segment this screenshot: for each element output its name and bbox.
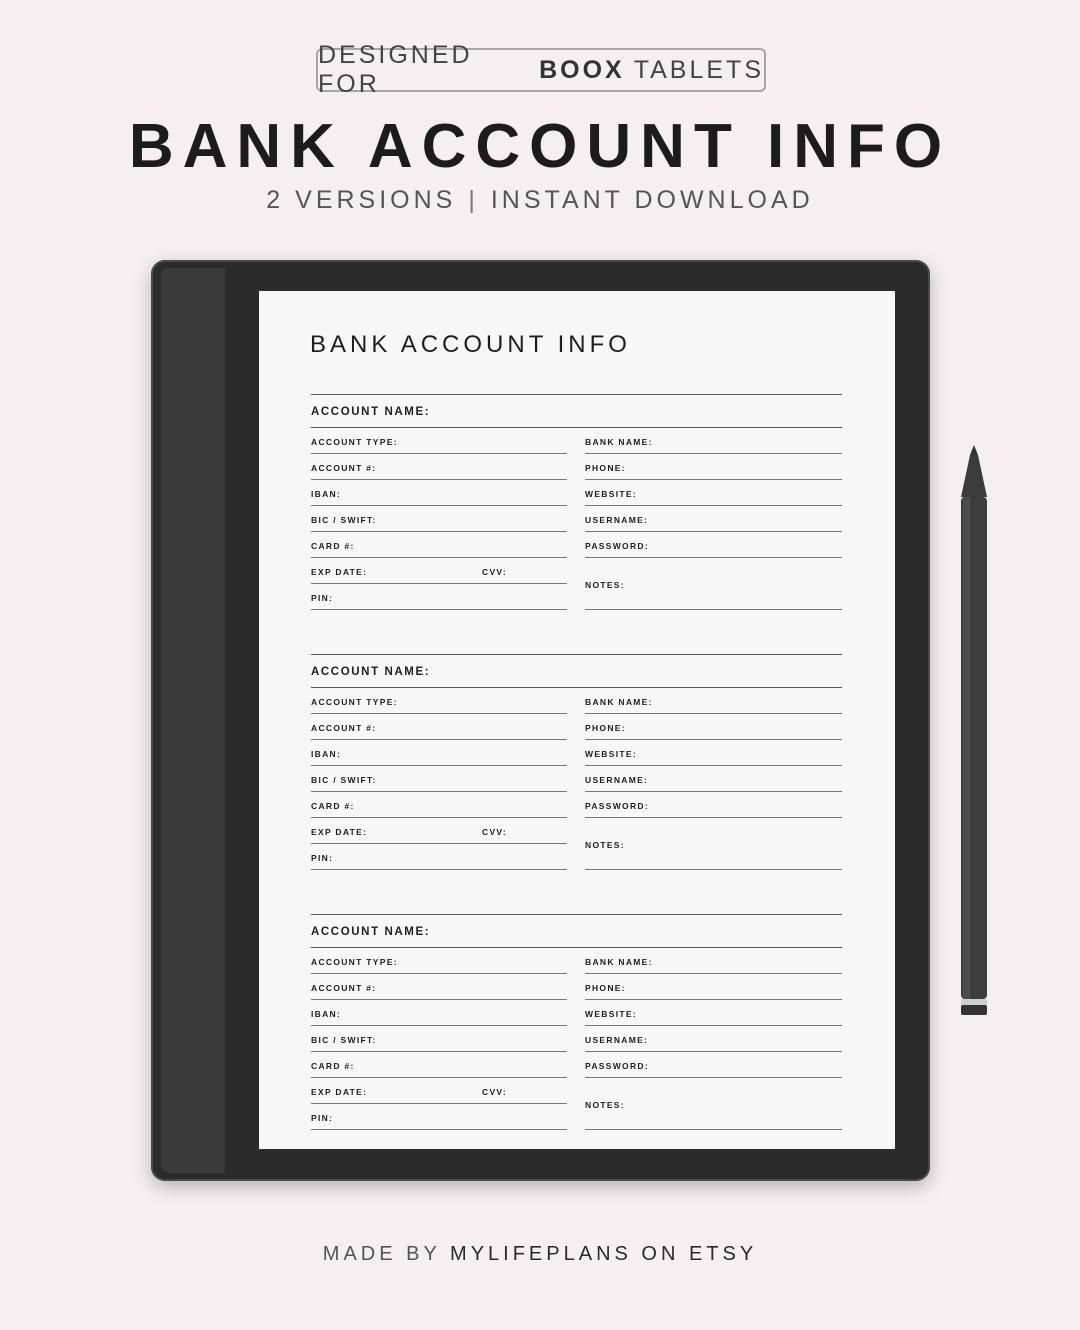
field-label: WEBSITE: (585, 1009, 637, 1019)
field-label: PASSWORD: (585, 1061, 649, 1071)
form-field-left[interactable] (311, 792, 567, 818)
field-label: ACCOUNT TYPE: (311, 697, 398, 707)
field-label: PHONE: (585, 723, 626, 733)
field-label: USERNAME: (585, 515, 649, 525)
notes-field[interactable] (585, 1078, 842, 1130)
form-field-right[interactable] (585, 454, 842, 480)
badge-suffix: TABLETS (633, 55, 764, 84)
field-label: CARD #: (311, 1061, 355, 1071)
badge-prefix: DESIGNED FOR (318, 41, 473, 98)
field-label: BIC / SWIFT: (311, 775, 377, 785)
form-field-left[interactable] (311, 506, 567, 532)
field-label: ACCOUNT #: (311, 983, 377, 993)
field-label: PIN: (311, 593, 334, 603)
form-field-right[interactable] (585, 974, 842, 1000)
form-field-left[interactable] (311, 1000, 567, 1026)
field-label: CARD #: (311, 541, 355, 551)
field-label: BANK NAME: (585, 437, 653, 447)
form-field-right[interactable] (585, 766, 842, 792)
form-field-left[interactable] (311, 532, 567, 558)
form-field-left[interactable] (311, 818, 567, 844)
notes-field[interactable] (585, 818, 842, 870)
form-field-left[interactable] (311, 584, 567, 610)
form-field-left[interactable] (311, 428, 567, 454)
field-label: CARD #: (311, 801, 355, 811)
field-label: PHONE: (585, 983, 626, 993)
subtitle (0, 186, 1080, 215)
field-label: ACCOUNT TYPE: (311, 957, 398, 967)
cvv-label: CVV: (482, 1087, 508, 1097)
field-label: PIN: (311, 853, 334, 863)
form-field-left[interactable] (311, 480, 567, 506)
form-field-left[interactable] (311, 1026, 567, 1052)
field-label: BANK NAME: (585, 697, 653, 707)
form-field-left[interactable] (311, 1078, 567, 1104)
e-ink-tablet-icon (151, 260, 930, 1181)
field-label: ACCOUNT TYPE: (311, 437, 398, 447)
field-label: USERNAME: (585, 1035, 649, 1045)
subtitle-separator: | (468, 186, 479, 214)
field-label: IBAN: (311, 1009, 342, 1019)
form-field-left[interactable] (311, 714, 567, 740)
subtitle-versions: 2 VERSIONS (266, 186, 457, 214)
designed-for-badge (316, 41, 766, 98)
field-label: USERNAME: (585, 775, 649, 785)
field-label: PASSWORD: (585, 801, 649, 811)
form-field-left[interactable] (311, 1052, 567, 1078)
account-name-field[interactable]: ACCOUNT NAME: (311, 654, 842, 688)
form-field-right[interactable] (585, 688, 842, 714)
tablet-spine (161, 268, 225, 1173)
field-label: BIC / SWIFT: (311, 515, 377, 525)
form-field-right[interactable] (585, 948, 842, 974)
field-label: PIN: (311, 1113, 334, 1123)
field-label: WEBSITE: (585, 749, 637, 759)
page-title: BANK ACCOUNT INFO (128, 112, 952, 181)
field-label: IBAN: (311, 489, 342, 499)
field-label: EXP DATE: (311, 567, 368, 577)
form-field-left[interactable] (311, 766, 567, 792)
form-field-right[interactable] (585, 740, 842, 766)
notes-label: NOTES: (585, 840, 625, 850)
footer-credit (0, 1243, 1080, 1266)
footer-prefix: MADE BY (322, 1243, 441, 1265)
form-field-left[interactable] (311, 1104, 567, 1130)
field-label: ACCOUNT #: (311, 723, 377, 733)
field-label: PASSWORD: (585, 541, 649, 551)
form-field-left[interactable] (311, 974, 567, 1000)
form-field-right[interactable] (585, 1052, 842, 1078)
field-label: PHONE: (585, 463, 626, 473)
field-label: WEBSITE: (585, 489, 637, 499)
field-label: EXP DATE: (311, 827, 368, 837)
notes-field[interactable] (585, 558, 842, 610)
field-label: ACCOUNT #: (311, 463, 377, 473)
form-field-left[interactable] (311, 948, 567, 974)
field-label: BANK NAME: (585, 957, 653, 967)
field-label: IBAN: (311, 749, 342, 759)
form-field-left[interactable] (311, 688, 567, 714)
form-field-right[interactable] (585, 532, 842, 558)
account-name-field[interactable]: ACCOUNT NAME: (311, 914, 842, 948)
form-field-left[interactable] (311, 844, 567, 870)
notes-label: NOTES: (585, 1100, 625, 1110)
form-field-right[interactable] (585, 792, 842, 818)
form-field-right[interactable] (585, 428, 842, 454)
subtitle-download: INSTANT DOWNLOAD (490, 186, 814, 214)
form-field-left[interactable] (311, 454, 567, 480)
cvv-label: CVV: (482, 567, 508, 577)
field-label: EXP DATE: (311, 1087, 368, 1097)
notes-label: NOTES: (585, 580, 625, 590)
form-field-right[interactable] (585, 714, 842, 740)
tablet-screen (259, 291, 895, 1149)
cvv-label: CVV: (482, 827, 508, 837)
field-label: BIC / SWIFT: (311, 1035, 377, 1045)
footer-shop: MYLIFEPLANS ON ETSY (450, 1243, 758, 1265)
form-field-right[interactable] (585, 1026, 842, 1052)
badge-brand: BOOX (539, 55, 625, 84)
account-name-field[interactable]: ACCOUNT NAME: (311, 394, 842, 428)
stylus-pen-icon (955, 445, 993, 1017)
form-field-right[interactable] (585, 506, 842, 532)
form-field-right[interactable] (585, 1000, 842, 1026)
form-field-right[interactable] (585, 480, 842, 506)
form-field-left[interactable] (311, 740, 567, 766)
document-title: BANK ACCOUNT INFO (310, 331, 631, 358)
form-field-left[interactable] (311, 558, 567, 584)
